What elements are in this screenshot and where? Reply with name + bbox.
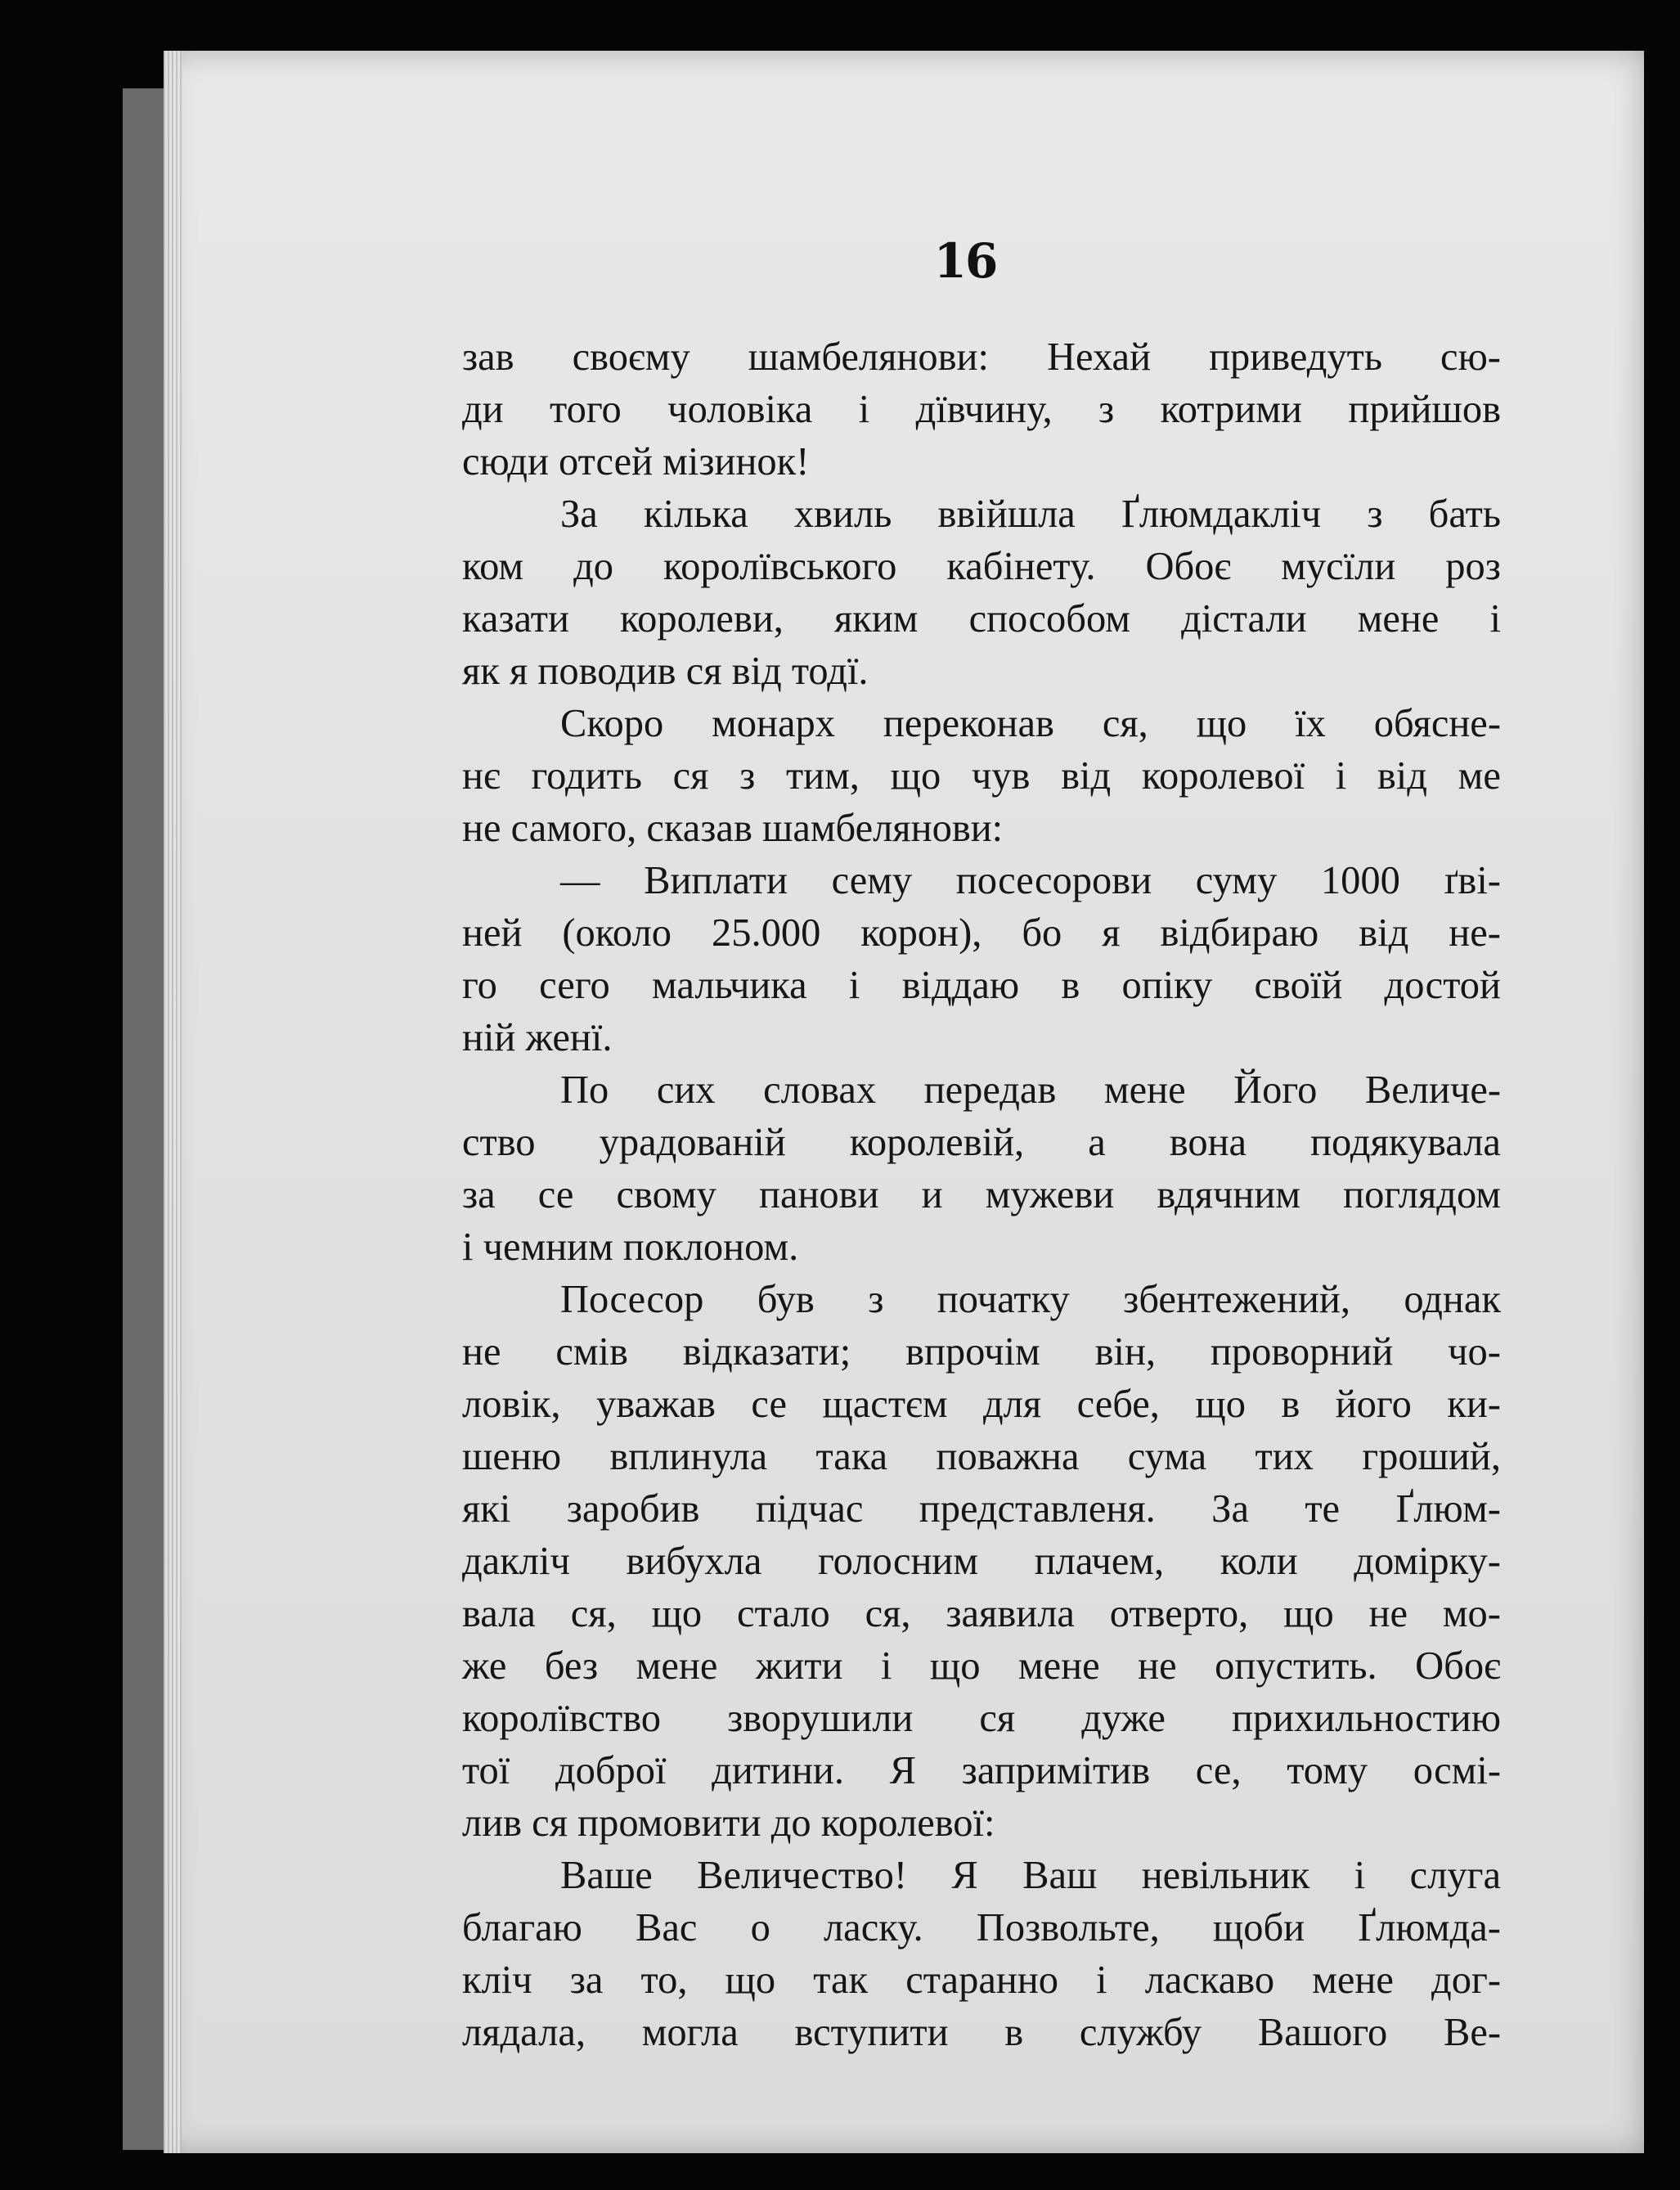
word: тих [1255, 1435, 1314, 1478]
text-line [462, 1012, 1501, 1064]
word: ловік, [462, 1383, 561, 1426]
word: дакліч [462, 1540, 570, 1583]
word: з [1367, 492, 1383, 536]
word: зворушили [727, 1697, 914, 1740]
word: шамбелянови: [748, 335, 989, 379]
word: жити [755, 1644, 843, 1688]
text-line [462, 1640, 1501, 1693]
word: сему [831, 859, 913, 902]
text-line [462, 750, 1501, 803]
word: впрочім [905, 1330, 1040, 1374]
word: збентежений, [1123, 1278, 1350, 1321]
word: Вас [636, 1906, 698, 1949]
word: суму [1195, 859, 1278, 902]
word: зав [462, 335, 514, 379]
word: осмі- [1413, 1749, 1501, 1792]
page-edge [164, 51, 182, 2153]
text-line-content: лив ся промовити до королевої: [462, 1801, 995, 1845]
text-line [462, 1221, 1501, 1274]
word: від [1359, 911, 1409, 955]
word: достой [1384, 964, 1501, 1007]
word: з [739, 754, 756, 798]
word: Ваше [560, 1854, 653, 1897]
text-line [462, 1797, 1501, 1850]
word: тим, [785, 754, 860, 798]
word: Позвольте, [976, 1906, 1160, 1949]
word: службу [1079, 2011, 1202, 2054]
word: що [890, 754, 941, 798]
word: так [813, 1958, 869, 2002]
body-text [462, 331, 1501, 2059]
word: ся, [1102, 702, 1148, 745]
word: коли [1220, 1540, 1298, 1583]
word: прихильностию [1231, 1697, 1501, 1740]
word: Величе- [1364, 1068, 1501, 1112]
word: і [858, 388, 870, 431]
word: и [921, 1173, 943, 1216]
word: ди [462, 388, 504, 431]
word: мальчика [652, 964, 807, 1007]
word: ся, [570, 1592, 617, 1635]
word: мене [636, 1644, 718, 1688]
text-line [462, 1117, 1501, 1169]
word: що [929, 1644, 981, 1688]
word: а [1088, 1121, 1106, 1164]
word: 1000 [1320, 859, 1400, 902]
word: до [573, 545, 614, 588]
word: сю- [1440, 335, 1501, 379]
word: без [544, 1644, 599, 1688]
word: кліч [462, 1958, 532, 2002]
word: королївського [663, 545, 897, 588]
text-line [462, 1378, 1501, 1431]
text-line [462, 331, 1501, 384]
word: поглядом [1343, 1173, 1501, 1216]
word: корон), [860, 911, 982, 955]
word: гроший, [1362, 1435, 1501, 1478]
word: свому [616, 1173, 716, 1216]
word: тому [1287, 1749, 1368, 1792]
word: щоби [1212, 1906, 1305, 1949]
word: способом [968, 597, 1130, 641]
text-line [462, 698, 1501, 750]
word: і [1489, 597, 1501, 641]
word: в [1281, 1383, 1300, 1426]
word: кілька [644, 492, 748, 536]
word: чо- [1448, 1330, 1501, 1374]
word: королевій, [849, 1121, 1025, 1164]
word: могла [641, 2011, 739, 2054]
word: те [1305, 1487, 1341, 1531]
text-line [462, 541, 1501, 593]
word: їх [1295, 702, 1326, 745]
word: заявила [946, 1592, 1075, 1635]
word: ввійшла [937, 492, 1076, 536]
word: Ґлюмдакліч [1121, 492, 1322, 536]
word: монарх [712, 702, 836, 745]
word: панови [759, 1173, 879, 1216]
word: годить [531, 754, 642, 798]
word: початку [937, 1278, 1070, 1321]
word: поважна [936, 1435, 1080, 1478]
word: і [880, 1644, 892, 1688]
word: заробив [566, 1487, 700, 1531]
word: мене [1103, 1068, 1186, 1112]
word: переконав [883, 702, 1054, 745]
word: словах [763, 1068, 877, 1112]
word: шеню [462, 1435, 562, 1478]
word: дог- [1431, 1958, 1501, 2002]
text-line [462, 384, 1501, 436]
text-line-content: ній женї. [462, 1016, 613, 1059]
word: доброї [555, 1749, 667, 1792]
word: його [1335, 1383, 1412, 1426]
word: старанно [905, 1958, 1059, 2002]
text-line [462, 1326, 1501, 1378]
word: Обоє [1145, 545, 1232, 588]
word: опіку [1121, 964, 1213, 1007]
word: щастєм [822, 1383, 948, 1426]
text-line [462, 1274, 1501, 1326]
word: казати [462, 597, 569, 641]
word: що [1283, 1592, 1334, 1635]
word: Я [951, 1854, 978, 1897]
word: своєму [572, 335, 690, 379]
text-line [462, 803, 1501, 855]
word: і [1335, 754, 1347, 798]
word: Посесор [560, 1278, 704, 1321]
text-line [462, 1850, 1501, 1902]
word: роз [1445, 545, 1501, 588]
word: ся [979, 1697, 1016, 1740]
word: хвиль [793, 492, 892, 536]
word: які [462, 1487, 511, 1531]
text-line [462, 907, 1501, 960]
word: ком [462, 545, 524, 588]
word: така [815, 1435, 888, 1478]
word: Його [1233, 1068, 1318, 1112]
word: о [750, 1906, 770, 1949]
word: відбираю [1160, 911, 1319, 955]
word: ки- [1447, 1383, 1501, 1426]
word: тої [462, 1749, 510, 1792]
word: смів [555, 1330, 628, 1374]
word: бо [1022, 911, 1062, 955]
text-line [462, 1954, 1501, 2007]
word: не [1368, 1592, 1408, 1635]
word: Обоє [1415, 1644, 1501, 1688]
page-number: 16 [933, 233, 997, 289]
word: плачем, [1034, 1540, 1165, 1583]
word: же [462, 1644, 507, 1688]
word: Нехай [1047, 335, 1152, 379]
word: ласкаво [1144, 1958, 1275, 2002]
word: вступити [794, 2011, 949, 2054]
text-line [462, 1483, 1501, 1536]
word: вона [1169, 1121, 1247, 1164]
word: Скоро [560, 702, 664, 745]
word: королївство [462, 1697, 662, 1740]
word: мо- [1442, 1592, 1501, 1635]
word: ся, [865, 1592, 911, 1635]
word: обясне- [1373, 702, 1501, 745]
word: уважав [595, 1383, 716, 1426]
text-line [462, 1588, 1501, 1640]
word: передав [923, 1068, 1057, 1112]
text-line [462, 645, 1501, 698]
word: за [569, 1958, 604, 2002]
text-line [462, 436, 1501, 488]
text-line [462, 1536, 1501, 1588]
word: урадованій [599, 1121, 786, 1164]
text-line [462, 1169, 1501, 1221]
word: се, [1195, 1749, 1242, 1792]
word: вдячним [1157, 1173, 1301, 1216]
word: не [1138, 1644, 1177, 1688]
word: себе, [1076, 1383, 1160, 1426]
text-line [462, 593, 1501, 645]
word: стало [737, 1592, 830, 1635]
word: мужеви [985, 1173, 1115, 1216]
word: голосним [817, 1540, 979, 1583]
word: королевої [1141, 754, 1305, 798]
word: запримітив [961, 1749, 1151, 1792]
word: в [1061, 964, 1080, 1007]
word: не [462, 1330, 501, 1374]
word: ґві- [1444, 859, 1501, 902]
word: і [848, 964, 860, 1007]
word: 25.000 [711, 911, 821, 955]
word: в [1004, 2011, 1024, 2054]
word: королеви, [620, 597, 784, 641]
text-line-content: як я поводив ся від тодї. [462, 650, 869, 693]
word: я [1102, 911, 1121, 955]
word: підчас [755, 1487, 864, 1531]
word: своїй [1254, 964, 1343, 1007]
word: дістали [1181, 597, 1307, 641]
text-line [462, 2007, 1501, 2059]
word: вплинула [609, 1435, 768, 1478]
word: прийшов [1348, 388, 1501, 431]
word: чоловіка [667, 388, 813, 431]
word: лядала, [462, 2011, 586, 2054]
text-line [462, 1902, 1501, 1954]
word: се [751, 1383, 788, 1426]
word: то, [640, 1958, 688, 2002]
word: Вашого [1257, 2011, 1388, 2054]
word: був [757, 1278, 815, 1321]
word: дитини. [712, 1749, 844, 1792]
word: Виплати [644, 859, 788, 902]
word: що [725, 1958, 776, 2002]
word: подякувала [1310, 1121, 1501, 1164]
word: дуже [1081, 1697, 1166, 1740]
word: однак [1404, 1278, 1501, 1321]
word: чув [971, 754, 1031, 798]
word: За [1211, 1487, 1249, 1531]
word: слуга [1409, 1854, 1501, 1897]
word: бать [1428, 492, 1501, 536]
word: Ве- [1443, 2011, 1501, 2054]
word: він, [1094, 1330, 1157, 1374]
word: Ґлюм- [1395, 1487, 1501, 1531]
word: відказати; [682, 1330, 851, 1374]
word: що [1195, 1383, 1246, 1426]
text-line-content: не самого, сказав шамбелянови: [462, 807, 1004, 850]
word: представленя. [919, 1487, 1156, 1531]
word: кабінету. [946, 545, 1096, 588]
word: — [560, 859, 600, 902]
text-line-content: і чемним поклоном. [462, 1225, 799, 1269]
word: що [1196, 702, 1247, 745]
text-line [462, 960, 1501, 1012]
word: отверто, [1109, 1592, 1249, 1635]
word: мусїли [1281, 545, 1396, 588]
text-line [462, 1745, 1501, 1797]
text-line [462, 1693, 1501, 1745]
word: того [550, 388, 622, 431]
word: мене [1017, 1644, 1100, 1688]
word: По [560, 1068, 609, 1112]
word: не- [1449, 911, 1501, 955]
word: посесорови [955, 859, 1152, 902]
word: вала [462, 1592, 536, 1635]
word: невільник [1141, 1854, 1310, 1897]
text-line [462, 1064, 1501, 1117]
word: ласку. [823, 1906, 923, 1949]
word: сего [539, 964, 610, 1007]
word: Ґлюмда- [1358, 1906, 1501, 1949]
word: віддаю [901, 964, 1020, 1007]
word: яким [833, 597, 919, 641]
word: для [982, 1383, 1042, 1426]
word: за [462, 1173, 496, 1216]
word: що [651, 1592, 703, 1635]
word: і [1354, 1854, 1366, 1897]
word: Величество! [697, 1854, 907, 1897]
word: опустить. [1215, 1644, 1377, 1688]
word: від [1377, 754, 1427, 798]
word: з [1098, 388, 1115, 431]
word: Я [889, 1749, 917, 1792]
word: ство [462, 1121, 536, 1164]
word: з [868, 1278, 884, 1321]
word: проворний [1210, 1330, 1394, 1374]
word: котрими [1160, 388, 1302, 431]
word: ме [1458, 754, 1501, 798]
word: (около [562, 911, 672, 955]
word: го [462, 964, 497, 1007]
text-line-content: сюди отсей мізинок! [462, 440, 810, 483]
word: і [1096, 1958, 1107, 2002]
word: благаю [462, 1906, 582, 1949]
word: сума [1127, 1435, 1207, 1478]
word: ней [462, 911, 523, 955]
word: вибухла [626, 1540, 762, 1583]
word: За [560, 492, 598, 536]
word: дївчину, [915, 388, 1053, 431]
text-line [462, 488, 1501, 541]
word: сих [656, 1068, 716, 1112]
word: приведуть [1209, 335, 1382, 379]
word: від [1061, 754, 1112, 798]
word: Ваш [1022, 1854, 1098, 1897]
text-line [462, 1431, 1501, 1483]
word: домірку- [1354, 1540, 1501, 1583]
word: мене [1312, 1958, 1394, 2002]
word: се [537, 1173, 574, 1216]
word: мене [1357, 597, 1440, 641]
word: нє [462, 754, 501, 798]
text-line [462, 855, 1501, 907]
word: ся [672, 754, 709, 798]
